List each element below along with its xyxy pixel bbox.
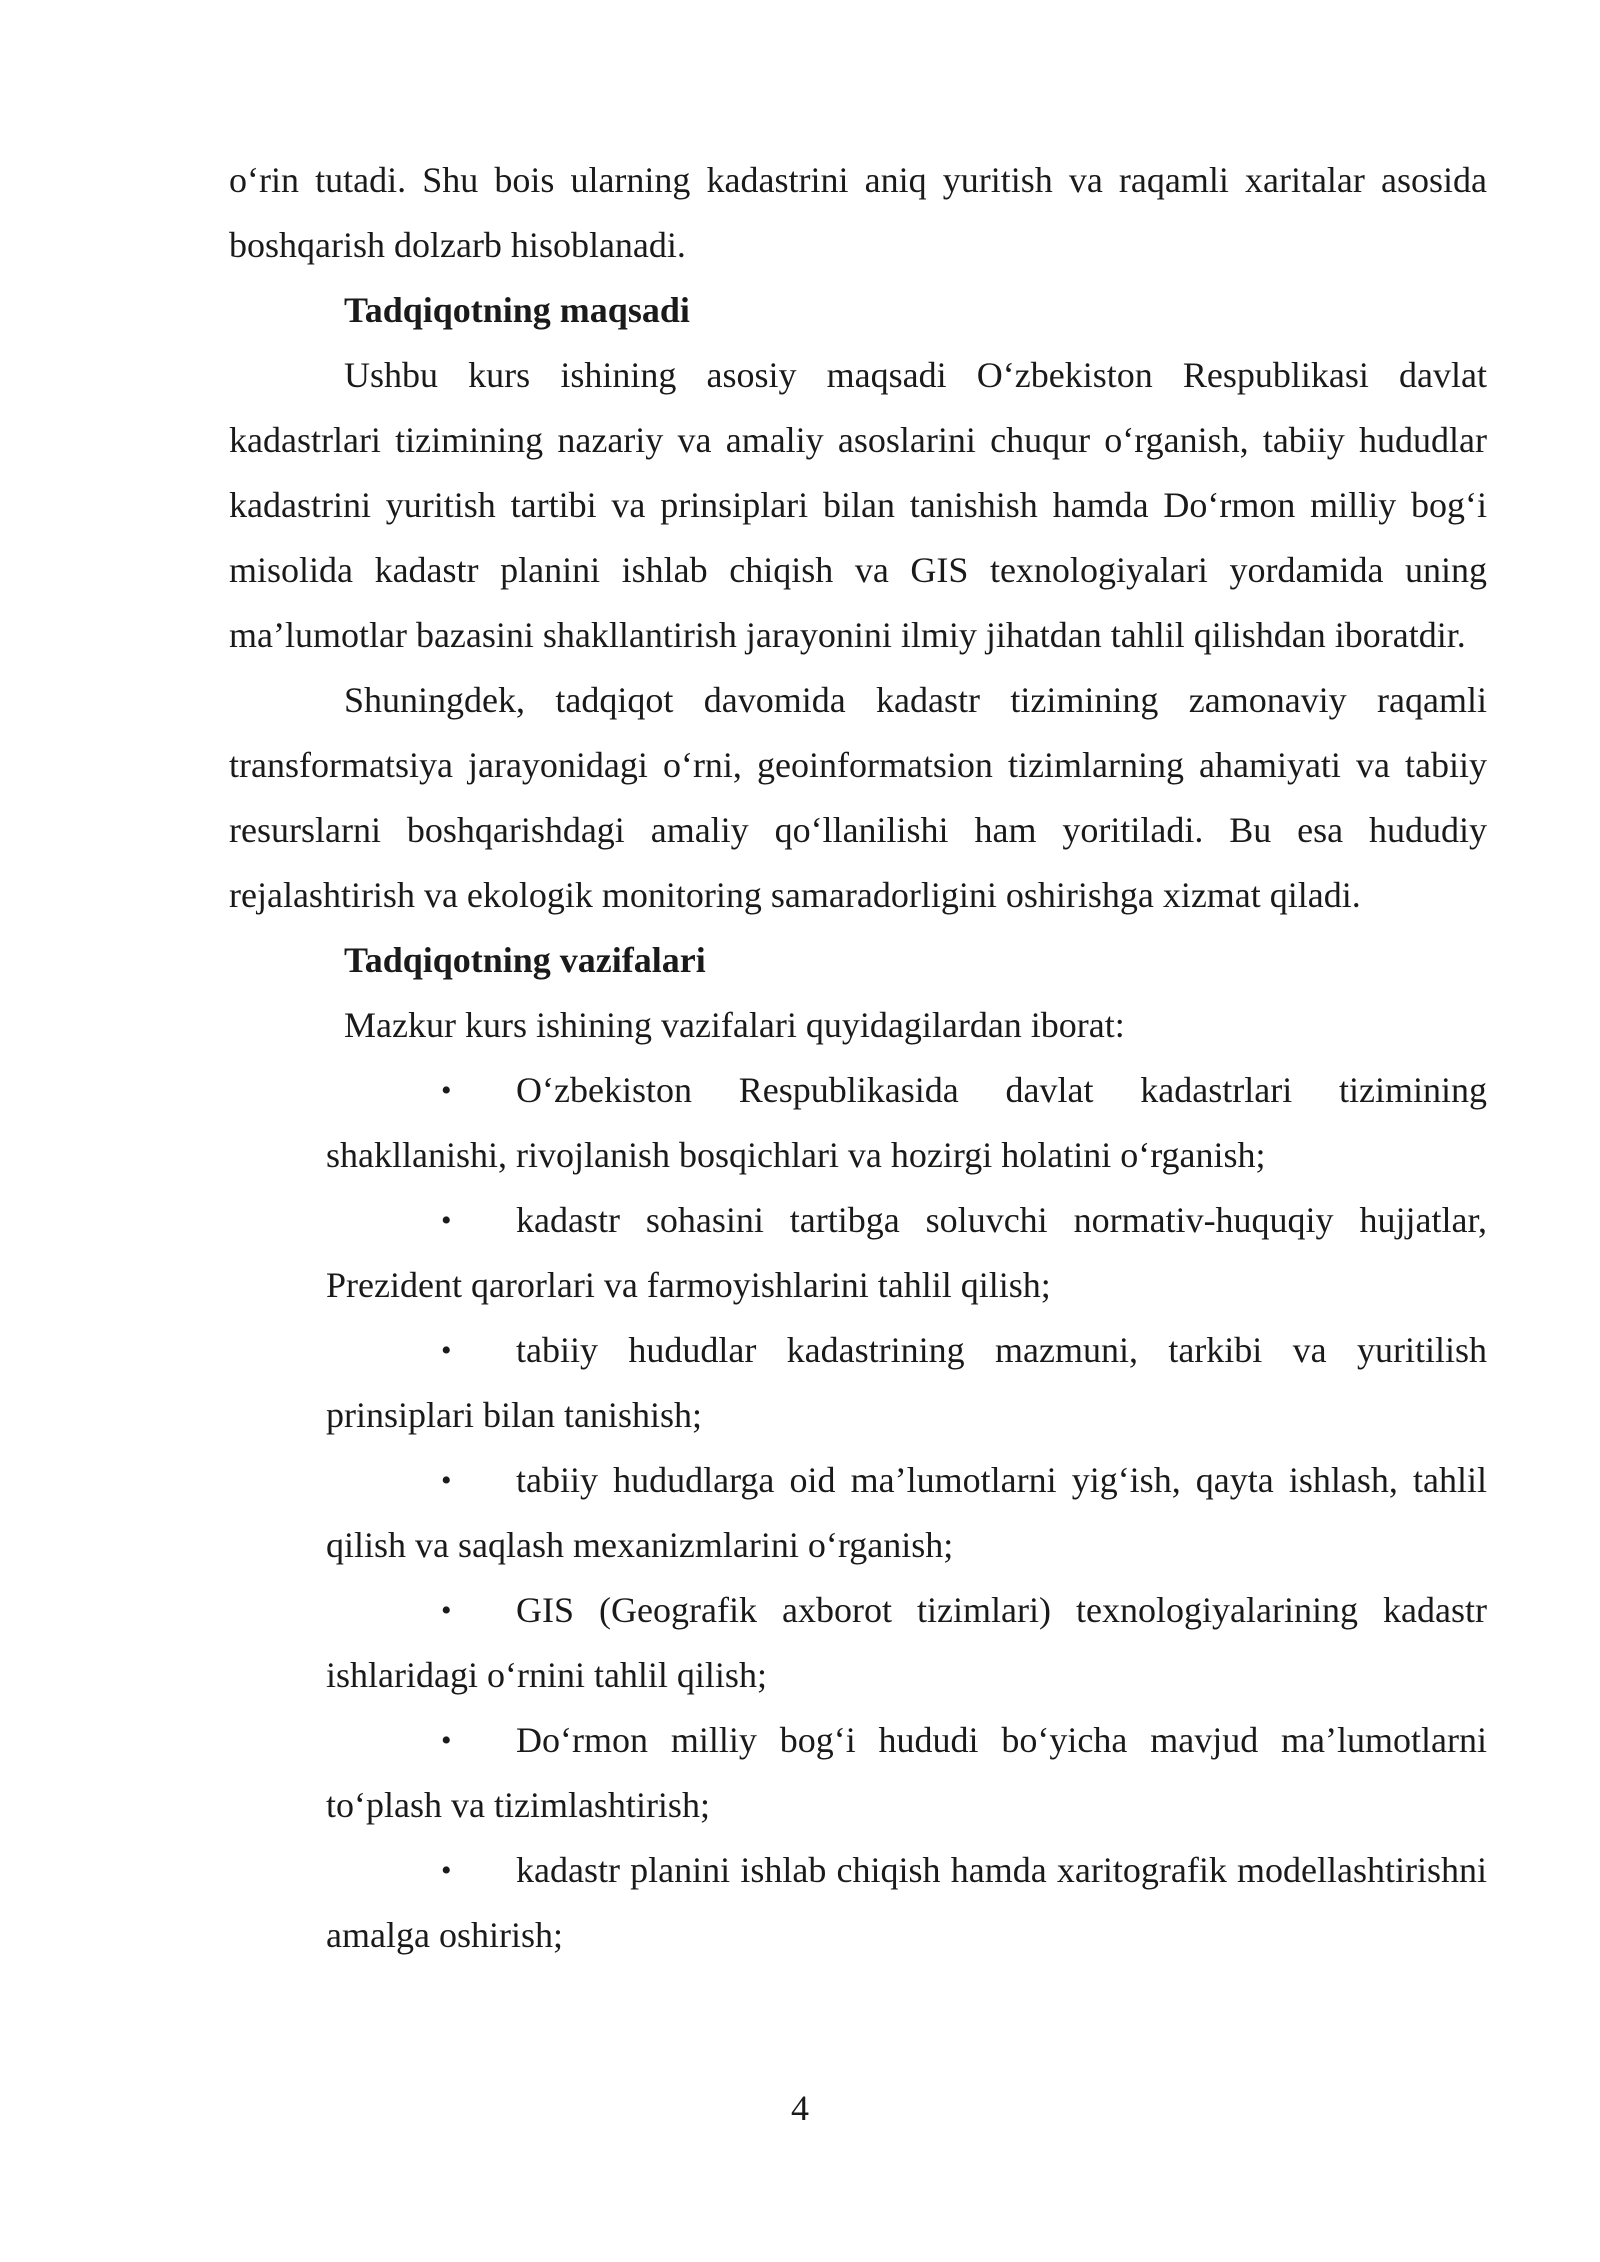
bullet-icon: • — [441, 1594, 452, 1627]
goal-paragraph: Shuningdek, tadqiqot davomida kadastr tizimining zamonaviy raqamli transformatsiya jarayonidagi o‘rni, geoinformatsion tizimlarning ahamiyati va tabiiy resurslarni boshqarishdagi amaliy qo‘llanilishi ham yoritiladi. Bu esa hududiy rejalashtirish va ekologik monitoring samaradorligini oshirishga xizmat qiladi. — [229, 680, 1487, 915]
tasks-intro: Mazkur kurs ishining vazifalari quyidagilardan iborat: — [344, 1005, 1125, 1045]
list-item-text: tabiiy hududlar kadastrining mazmuni, tarkibi va yuritilish prinsiplari bilan tanishish; — [326, 1330, 1487, 1435]
bullet-icon: • — [441, 1464, 452, 1497]
intro-paragraph: o‘rin tutadi. Shu bois ularning kadastrini aniq yuritish va raqamli xaritalar asosida boshqarish dolzarb hisoblanadi. — [229, 160, 1487, 265]
bullet-icon: • — [441, 1724, 452, 1757]
bullet-icon: • — [441, 1334, 452, 1367]
goal-paragraph: Ushbu kurs ishining asosiy maqsadi O‘zbekiston Respublikasi davlat kadastrlari tizimining nazariy va amaliy asoslarini chuqur o‘rganish, tabiiy hududlar kadastrini yuritish tartibi va prinsiplari bilan tanishish hamda Do‘rmon milliy bog‘i misolida kadastr planini ishlab chiqish va GIS texnologiyalari yordamida uning ma’lumotlar bazasini shakllantirish jarayonini ilmiy jihatdan tahlil qilishdan iboratdir. — [229, 355, 1487, 655]
list-item — [326, 1058, 1487, 1188]
page-number: 4 — [791, 2088, 809, 2128]
list-item — [326, 1578, 1487, 1708]
bullet-icon: • — [441, 1204, 452, 1237]
section-heading-tasks: Tadqiqotning vazifalari — [344, 940, 706, 980]
bullet-icon: • — [441, 1074, 452, 1107]
bullet-icon: • — [441, 1854, 452, 1887]
tasks-list — [229, 1058, 1487, 1968]
list-item — [326, 1838, 1487, 1968]
list-item-text: O‘zbekiston Respublikasida davlat kadastrlari tizimining shakllanishi, rivojlanish bosqichlari va hozirgi holatini o‘rganish; — [326, 1070, 1487, 1175]
list-item-text: GIS (Geografik axborot tizimlari) texnologiyalarining kadastr ishlaridagi o‘rnini tahlil qilish; — [326, 1590, 1487, 1695]
list-item-text: tabiiy hududlarga oid ma’lumotlarni yig‘ish, qayta ishlash, tahlil qilish va saqlash mexanizmlarini o‘rganish; — [326, 1460, 1487, 1565]
list-item-text: kadastr planini ishlab chiqish hamda xaritografik modellashtirishni amalga oshirish; — [326, 1850, 1487, 1955]
list-item — [326, 1708, 1487, 1838]
list-item — [326, 1448, 1487, 1578]
list-item-text: kadastr sohasini tartibga soluvchi normativ-huquqiy hujjatlar, Prezident qarorlari va farmoyishlarini tahlil qilish; — [326, 1200, 1487, 1305]
document-body — [229, 148, 1487, 1968]
list-item — [326, 1188, 1487, 1318]
list-item-text: Do‘rmon milliy bog‘i hududi bo‘yicha mavjud ma’lumotlarni to‘plash va tizimlashtirish; — [326, 1720, 1487, 1825]
section-heading-goal: Tadqiqotning maqsadi — [344, 290, 690, 330]
list-item — [326, 1318, 1487, 1448]
